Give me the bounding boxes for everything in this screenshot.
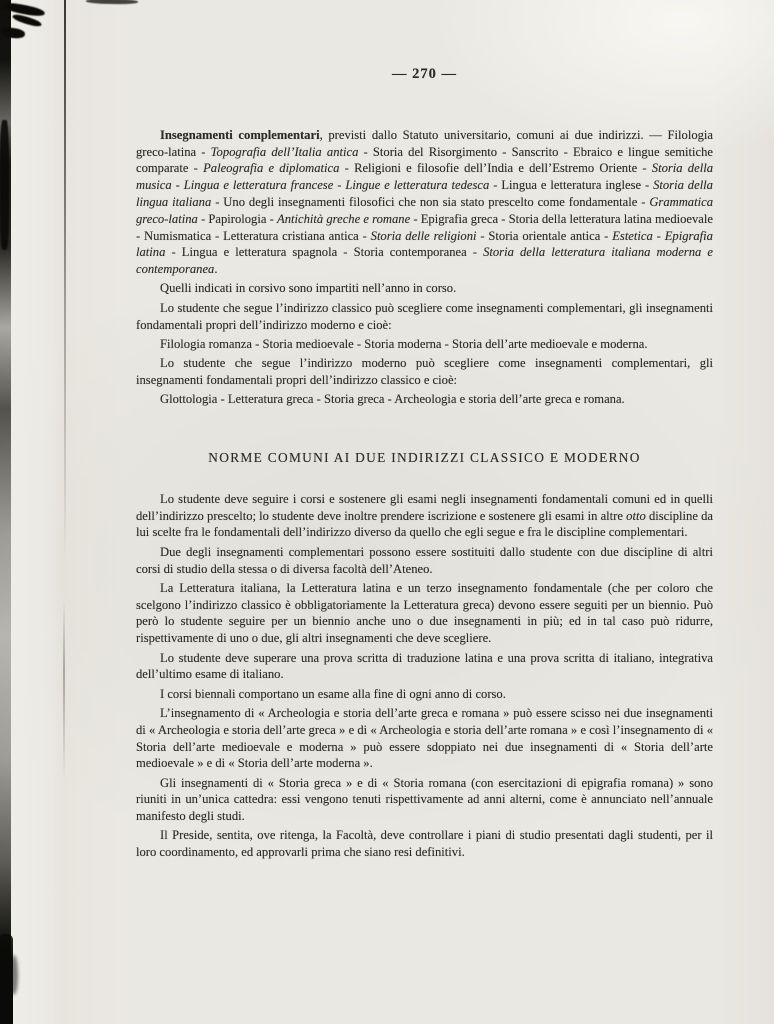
text-run: - Uno degli insegnamenti filosofici che non sia stato prescelto come fondamentale - bbox=[211, 194, 650, 209]
scan-gutter-highlight bbox=[11, 0, 63, 1024]
text-run-italic: otto bbox=[626, 508, 646, 523]
section-complementary-teachings bbox=[136, 127, 713, 408]
text-run: La Letteratura italiana, la Letteratura latina e un terzo insegnamento fondamentale (che per coloro che scelgono l’indirizzo classico è obbligatoriamente la Letteratura greca) devono essere seguiti per un biennio. Può però lo studente seguire per un biennio anche uno o due insegnamenti in più; ed in tal caso può ridurre, rispettivamente di uno o due, gli altri insegnamenti che deve scegliere. bbox=[136, 580, 713, 646]
text-run: - bbox=[333, 178, 346, 193]
text-run: - bbox=[171, 178, 184, 193]
text-run: - Storia del Risorgimento - Sanscrito - Ebraico e lingue semitiche comparate - bbox=[136, 144, 713, 176]
text-run: - Religioni e filosofie dell’India e dell’Estremo Oriente - bbox=[339, 161, 652, 176]
scan-fold-line bbox=[64, 0, 66, 560]
paragraph bbox=[136, 686, 713, 703]
text-run: Quelli indicati in corsivo sono impartiti nell’anno in corso. bbox=[160, 281, 457, 296]
paragraph bbox=[136, 355, 713, 389]
text-run: - Papirologia - bbox=[197, 211, 278, 226]
paragraph bbox=[136, 491, 713, 541]
paragraph bbox=[136, 705, 713, 772]
text-run: Lo studente che segue l’indirizzo classico può scegliere come insegnamenti complementari, gli insegnamenti fondamentali propri dell’indirizzo moderno e cioè: bbox=[136, 300, 713, 332]
text-run-italic: Storia della letteratura italiana moderna e contemporanea bbox=[136, 245, 713, 277]
text-run-italic: Topografia dell’Italia antica bbox=[210, 144, 359, 159]
paragraph bbox=[136, 127, 713, 278]
paragraph bbox=[136, 580, 713, 647]
text-run: Il Preside, sentita, ove ritenga, la Facoltà, deve controllare i piani di studio presentati dagli studenti, per il loro coordinamento, ed approvarli prima che siano resi definitivi. bbox=[136, 828, 713, 860]
paragraph bbox=[136, 544, 713, 578]
text-run: discipline da lui scelte fra le fondamentali dell’indirizzo diverso da quello che egli segue e fra le discipline complementari. bbox=[136, 508, 713, 540]
text-run: - bbox=[652, 228, 665, 243]
page-number: — 270 — bbox=[392, 66, 457, 82]
text-run: Filologia romanza - Storia medioevale - Storia moderna - Storia dell’arte medioevale e moderna. bbox=[160, 336, 648, 351]
scan-fold-line-lower bbox=[63, 600, 65, 780]
text-run-italic: Storia della musica bbox=[136, 161, 713, 193]
text-run: L’insegnamento di « Archeologia e storia dell’arte greca e romana » può essere scisso nei due insegnamenti di « Archeologia e storia dell’arte greca » e di « Archeologia e storia dell’arte romana » e così l’insegnamento di « Storia dell’arte medioevale e moderna » può essere sdoppiato nei due insegnamenti di « Storia dell’arte medioevale » e di « Storia dell’arte moderna ». bbox=[136, 705, 713, 771]
scan-artifact-left-edge bbox=[0, 120, 9, 250]
paragraph bbox=[136, 300, 713, 334]
text-run-italic: Storia della lingua italiana bbox=[136, 178, 713, 209]
page-content bbox=[136, 66, 713, 864]
text-run-bold: Insegnamenti complementari bbox=[160, 127, 320, 142]
text-run: Lo studente deve superare una prova scritta di traduzione latina e una prova scritta di italiano, integrativa dell’ultimo esame di italiano. bbox=[136, 650, 713, 682]
text-run-italic: Lingua e letteratura francese bbox=[183, 178, 334, 193]
text-run: - Lingua e letteratura inglese - bbox=[489, 178, 654, 193]
text-run-italic: Paleografia e diplomatica bbox=[203, 161, 340, 176]
text-run: Due degli insegnamenti complementari possono essere sostituiti dallo studente con due discipline di altri corsi di studio della stessa o di diversa facoltà dell’Ateneo. bbox=[136, 544, 713, 576]
text-run: I corsi biennali comportano un esame alla fine di ogni anno di corso. bbox=[160, 686, 506, 701]
text-run: . bbox=[214, 262, 218, 277]
text-run-italic: Storia delle religioni bbox=[370, 228, 477, 243]
text-run: Lo studente deve seguire i corsi e sostenere gli esami negli insegnamenti fondamentali comuni ed in quelli dell’indirizzo prescelto; lo studente deve inoltre prendere iscrizione e sostenere gli esami in altre bbox=[136, 491, 713, 523]
text-run-italic: Antichità greche e romane bbox=[277, 211, 411, 226]
text-run: Gli insegnamenti di « Storia greca » e di « Storia romana (con esercitazioni di epigrafia romana) » sono riuniti in un’unica cattedra: essi vengono tenuti rispettivamente ad anni alterni, come è annunciato nell’annuale manifesto degli studi. bbox=[136, 775, 713, 824]
text-run: - Epigrafia greca - Storia della letteratura latina medioevale - Numismatica - Letteratura cristiana antica - bbox=[136, 211, 713, 243]
scan-artifact-bottom-smudge bbox=[10, 955, 18, 995]
text-run-italic: Estetica bbox=[612, 228, 653, 243]
text-run: Lo studente che segue l’indirizzo moderno può scegliere come insegnamenti complementari, gli insegnamenti fondamentali propri dell’indirizzo classico e cioè: bbox=[136, 356, 713, 387]
paragraph bbox=[136, 827, 713, 861]
section-heading: NORME COMUNI AI DUE INDIRIZZI CLASSICO E MODERNO bbox=[208, 450, 641, 466]
paragraph bbox=[136, 650, 713, 684]
section-common-rules bbox=[136, 491, 713, 861]
scan-artifact-top-edge bbox=[86, 0, 138, 4]
paragraph bbox=[136, 391, 713, 408]
text-run-italic: Lingue e letteratura tedesca bbox=[345, 178, 490, 193]
paragraph bbox=[136, 280, 713, 297]
text-run-italic: Grammatica greco-latina bbox=[136, 194, 713, 226]
text-run: - Storia orientale antica - bbox=[476, 228, 613, 243]
text-run: - Lingua e letteratura spagnola - Storia contemporanea - bbox=[165, 245, 484, 260]
text-run: , previsti dallo Statuto universitario, comuni ai due indirizzi. — Filologia greco-latina - bbox=[136, 127, 713, 159]
paragraph bbox=[136, 336, 713, 353]
text-run: Glottologia - Letteratura greca - Storia greca - Archeologia e storia dell’arte greca e romana. bbox=[160, 392, 625, 407]
text-run-italic: Epigrafia latina bbox=[136, 228, 713, 260]
paragraph bbox=[136, 775, 713, 825]
